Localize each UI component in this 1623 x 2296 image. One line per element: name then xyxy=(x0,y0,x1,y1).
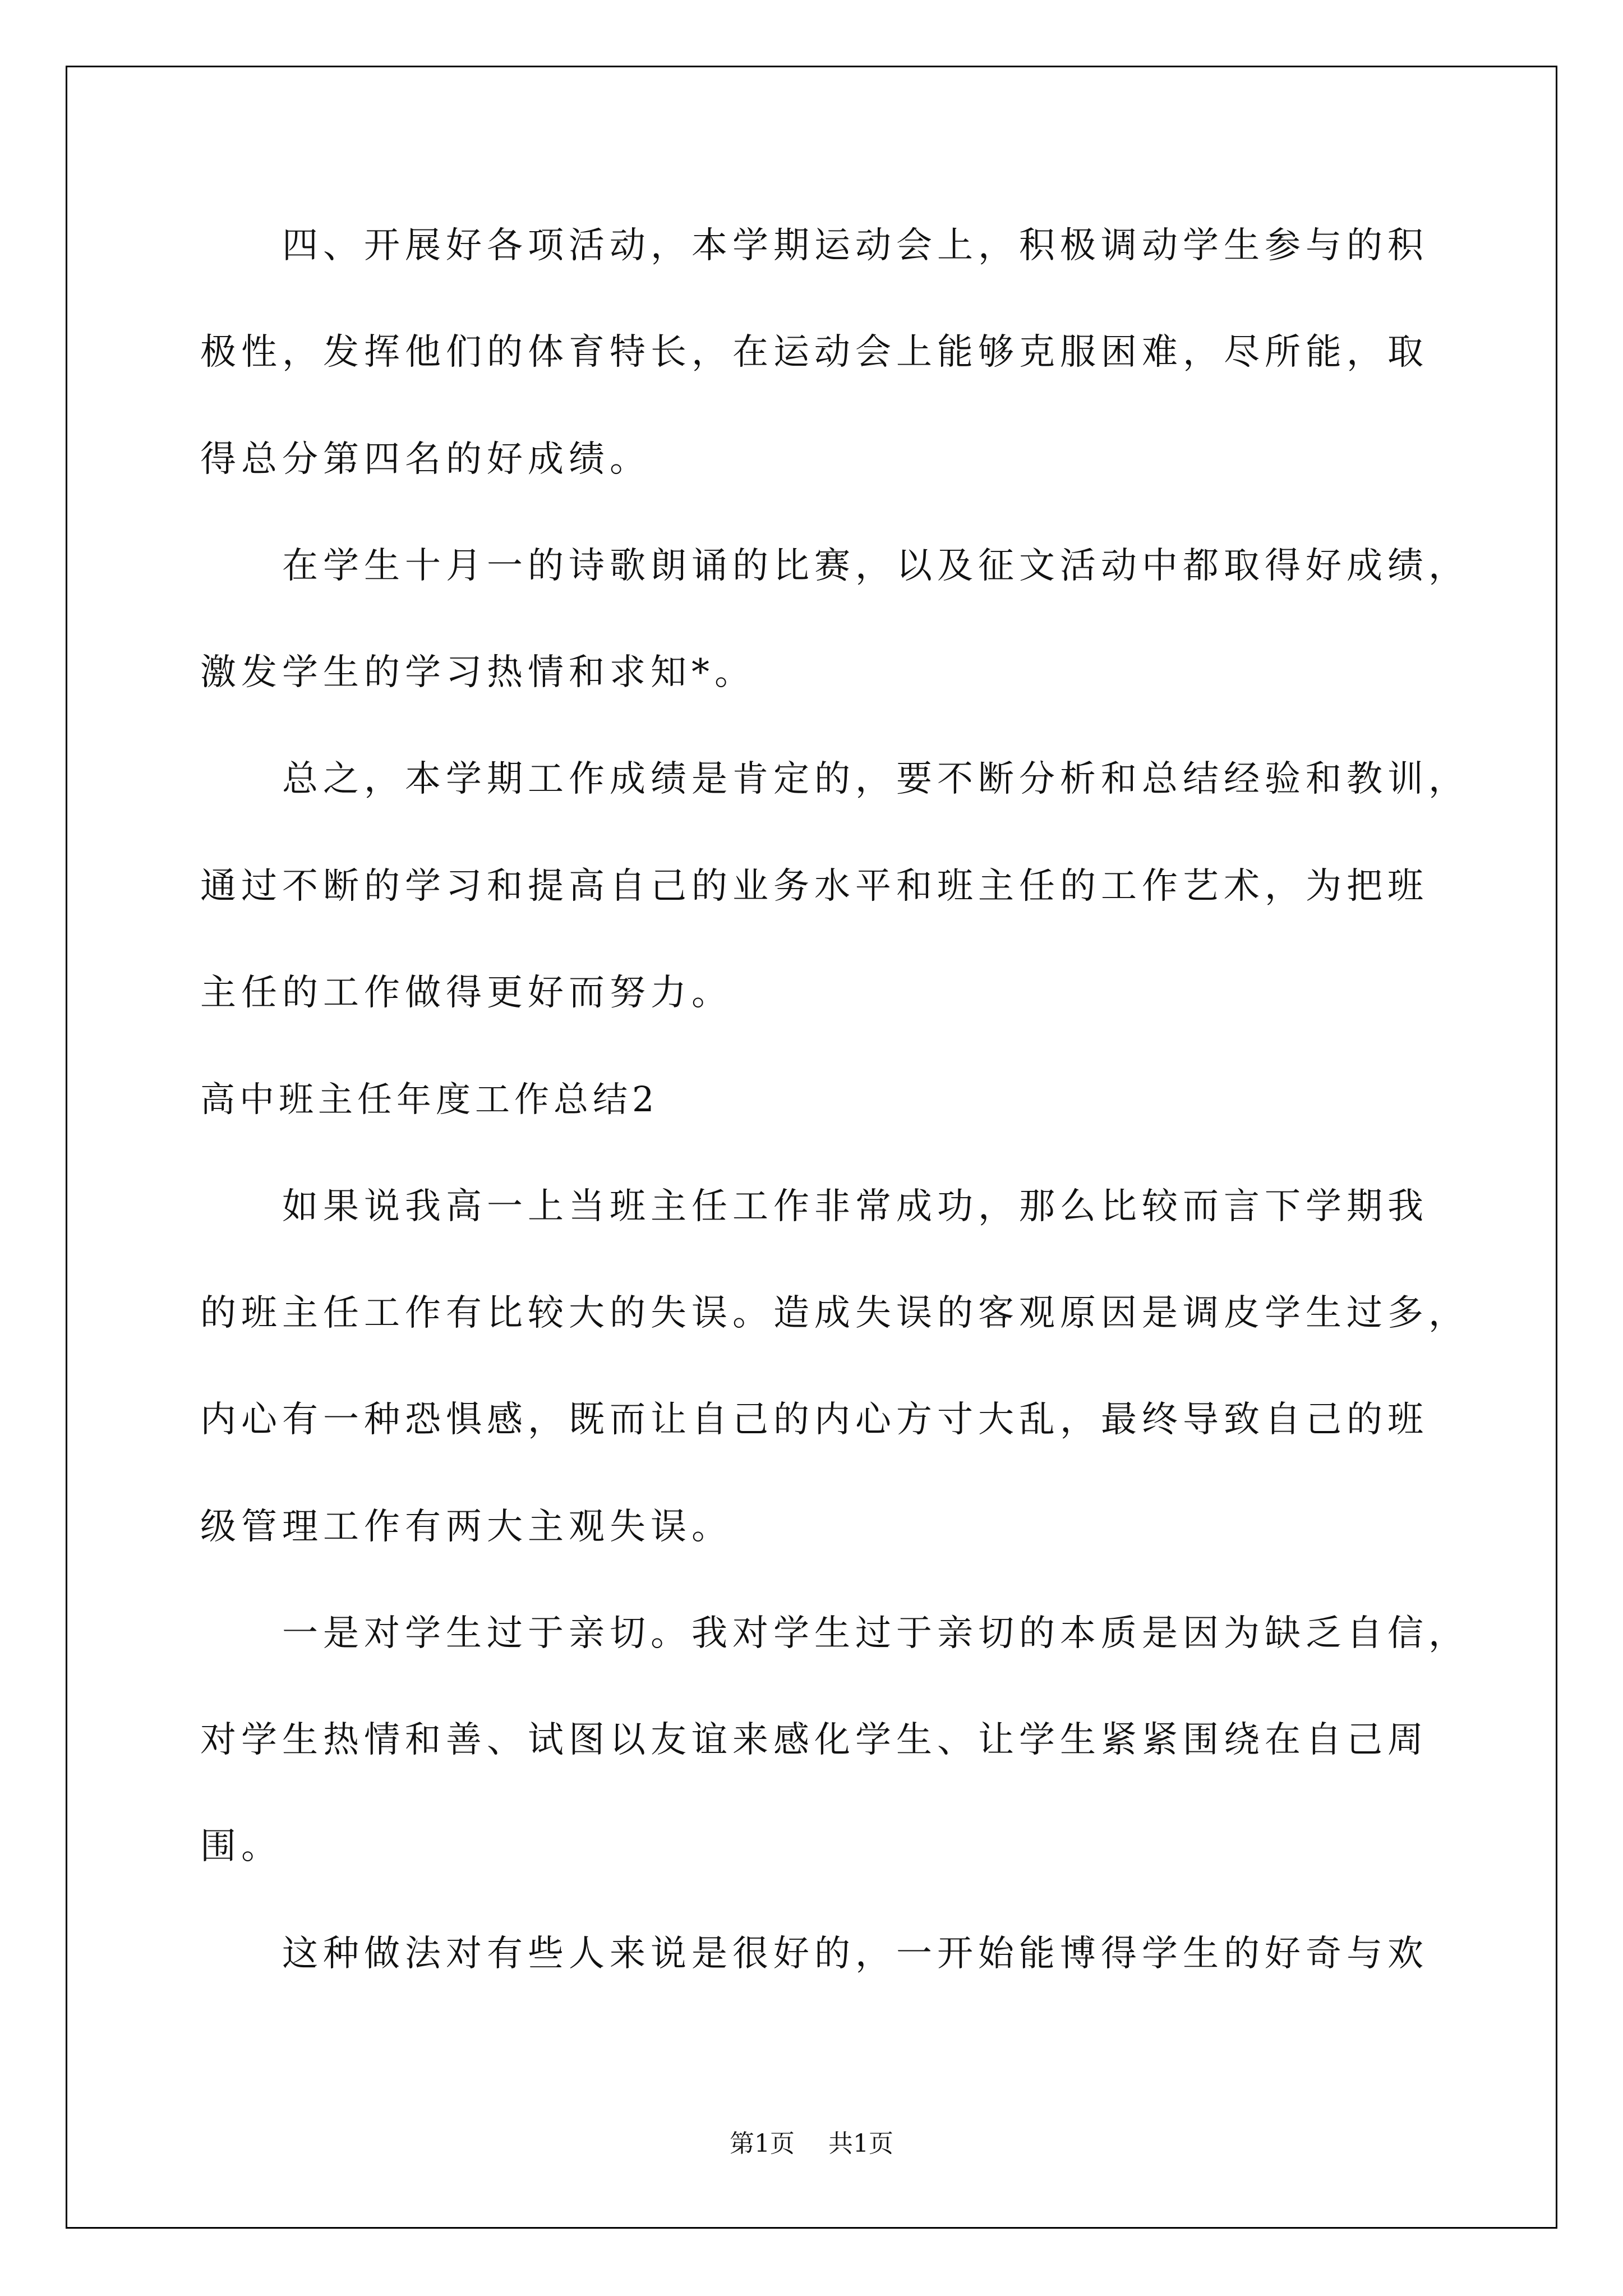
paragraph xyxy=(200,513,1535,726)
text-line: 级管理工作有两大主观失误。 xyxy=(200,1506,732,1548)
heading-text: 高中班主任年度工作总结2 xyxy=(200,1079,659,1120)
paragraph xyxy=(200,726,1535,1046)
text-line: 一是对学生过于亲切。我对学生过于亲切的本质是因为缺乏自信， xyxy=(282,1612,1469,1654)
text-line: 极性，发挥他们的体育特长，在运动会上能够克服困难，尽所能，取 xyxy=(200,332,1428,374)
text-line: 这种做法对有些人来说是很好的，一开始能博得学生的好奇与欢 xyxy=(282,1932,1428,1975)
paragraph xyxy=(200,192,1535,513)
document-body xyxy=(200,192,1535,2007)
text-line: 围。 xyxy=(200,1826,282,1868)
paragraph xyxy=(200,1901,1535,2007)
text-line: 内心有一种恐惧感，既而让自己的内心方寸大乱，最终导致自己的班 xyxy=(200,1399,1428,1441)
page-number-current: 第1页 xyxy=(730,2129,795,2158)
paragraph xyxy=(200,1153,1535,1580)
section-heading xyxy=(200,1046,1535,1153)
text-line: 如果说我高一上当班主任工作非常成功，那么比较而言下学期我 xyxy=(282,1185,1428,1227)
text-line: 总之，本学期工作成绩是肯定的，要不断分析和总结经验和教训， xyxy=(282,758,1469,800)
text-line: 主任的工作做得更好而努力。 xyxy=(200,972,732,1014)
text-line: 对学生热情和善、试图以友谊来感化学生、让学生紧紧围绕在自己周 xyxy=(200,1719,1428,1761)
text-line: 四、开展好各项活动，本学期运动会上，积极调动学生参与的积 xyxy=(282,225,1428,266)
text-line: 激发学生的学习热情和求知*。 xyxy=(200,652,755,694)
text-line: 的班主任工作有比较大的失误。造成失误的客观原因是调皮学生过多， xyxy=(200,1292,1469,1334)
text-line: 通过不断的学习和提高自己的业务水平和班主任的工作艺术，为把班 xyxy=(200,865,1428,907)
text-line: 得总分第四名的好成绩。 xyxy=(200,438,651,480)
page-footer xyxy=(0,2127,1623,2161)
paragraph xyxy=(200,1580,1535,1901)
page-number-total: 共1页 xyxy=(828,2129,893,2158)
text-line: 在学生十月一的诗歌朗诵的比赛，以及征文活动中都取得好成绩， xyxy=(282,545,1469,587)
